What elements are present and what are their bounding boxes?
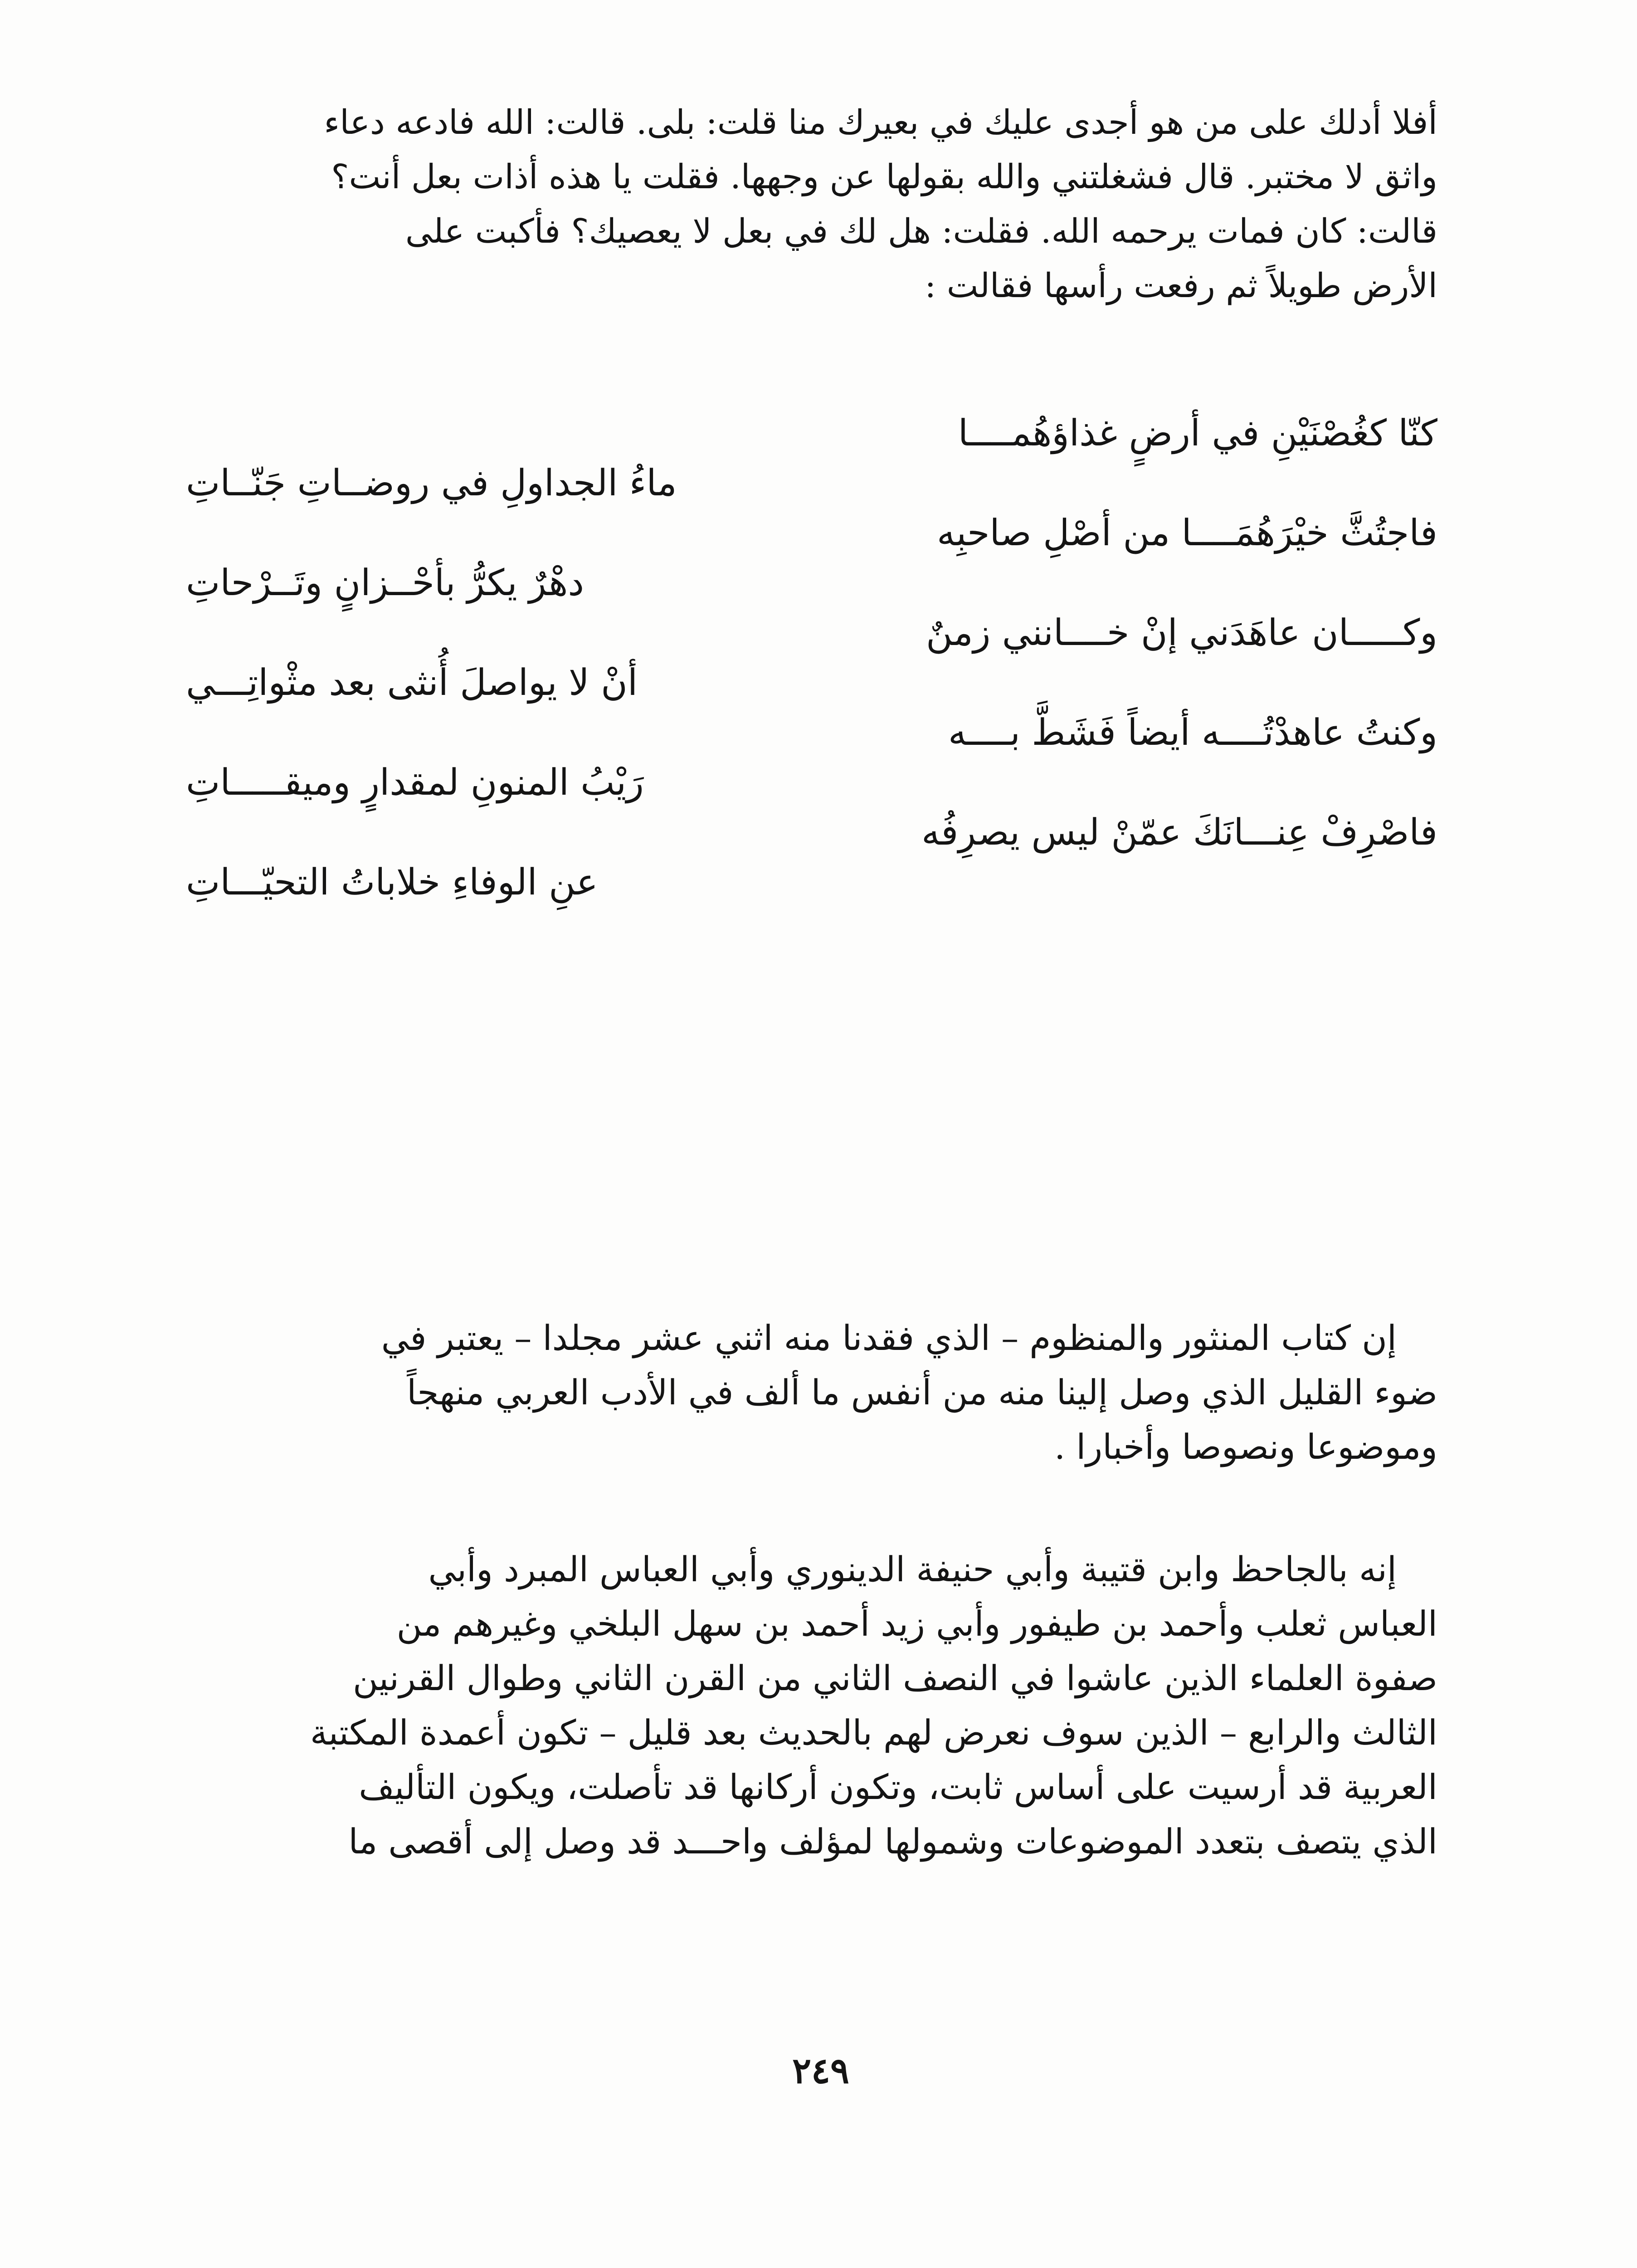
poem-verse bbox=[186, 608, 1437, 708]
paragraph-line: العباس ثعلب وأحمد بن طيفور وأبي زيد أحمد بن سهل البلخي وغيرهم من bbox=[396, 1603, 1437, 1644]
paragraph-two bbox=[186, 1542, 1437, 1869]
paragraph-line: صفوة العلماء الذين عاشوا في النصف الثاني من القرن الثاني وطوال القرنين bbox=[352, 1658, 1437, 1698]
paragraph-line: إن كتاب المنثور والمنظوم – الذي فقدنا منه اثني عشر مجلدا – يعتبر في bbox=[381, 1318, 1397, 1358]
intro-prose bbox=[186, 95, 1437, 313]
verse-first-hemistich: فاجتُثَّ خيْرَهُمَــــا من أصْلِ صاحبِه bbox=[936, 512, 1437, 554]
paragraph-line: إنه بالجاحظ وابن قتيبة وأبي حنيفة الدينوري وأبي العباس المبرد وأبي bbox=[428, 1549, 1397, 1589]
paragraph-line: وموضوعا ونصوصا وأخبارا . bbox=[1054, 1427, 1437, 1467]
verse-first-hemistich: كنّا كغُصْنَيْنِ في أرضٍ غذاؤهُمــــا bbox=[958, 412, 1437, 454]
poem bbox=[186, 408, 1437, 907]
verse-second-hemistich: أنْ لا يواصلَ أُنثى بعد مثْواتِـــي bbox=[186, 661, 638, 704]
verse-second-hemistich: رَيْبُ المنونِ لمقدارٍ وميقـــــاتِ bbox=[186, 761, 644, 803]
verse-second-hemistich: عنِ الوفاءِ خلاباتُ التحيّـــاتِ bbox=[186, 861, 598, 903]
page-number: ٢٤٩ bbox=[792, 2050, 849, 2092]
poem-verse bbox=[186, 408, 1437, 508]
poem-verse bbox=[186, 508, 1437, 608]
verse-second-hemistich: دهْرٌ يكرُّ بأحْــزانٍ وتَــرْحاتِ bbox=[186, 562, 584, 604]
prose-line: قالت: كان فمات يرحمه الله. فقلت: هل لك في بعل لا يعصيك؟ فأكبت على bbox=[405, 212, 1437, 251]
paragraph-line: العربية قد أرسيت على أساس ثابت، وتكون أركانها قد تأصلت، ويكون التأليف bbox=[359, 1767, 1437, 1807]
paragraph-line: الذي يتصف بتعدد الموضوعات وشمولها لمؤلف واحـــد قد وصل إلى أقصى ما bbox=[348, 1821, 1437, 1862]
verse-first-hemistich: فاصْرِفْ عِنـــانَكَ عمّنْ ليس يصرِفُه bbox=[921, 811, 1437, 853]
prose-line: أفلا أدلك على من هو أجدى عليك في بعيرك منا قلت: بلى. قالت: الله فادعه دعاء bbox=[324, 103, 1437, 142]
verse-first-hemistich: وكنتُ عاهدْتُــــه أيضاً فَشَطَّ بــــه bbox=[948, 711, 1437, 753]
paragraph-one bbox=[186, 1311, 1437, 1474]
verse-second-hemistich: ماءُ الجداولِ في روضــاتِ جَنّــاتِ bbox=[186, 462, 677, 504]
paragraph-line: الثالث والرابع – الذين سوف نعرض لهم بالحديث بعد قليل – تكون أعمدة المكتبة bbox=[310, 1712, 1437, 1753]
verse-first-hemistich: وكـــــان عاهَدَني إنْ خــــانني زمنٌ bbox=[926, 611, 1437, 654]
prose-line: الأرض طويلاً ثم رفعت رأسها فقالت : bbox=[925, 266, 1437, 305]
prose-line: واثق لا مختبر. قال فشغلتني والله بقولها عن وجهها. فقلت يا هذه أذات بعل أنت؟ bbox=[331, 157, 1437, 196]
paragraph-line: ضوء القليل الذي وصل إلينا منه من أنفس ما ألف في الأدب العربي منهجاً bbox=[407, 1372, 1437, 1413]
poem-verse bbox=[186, 708, 1437, 807]
poem-verse bbox=[186, 807, 1437, 907]
